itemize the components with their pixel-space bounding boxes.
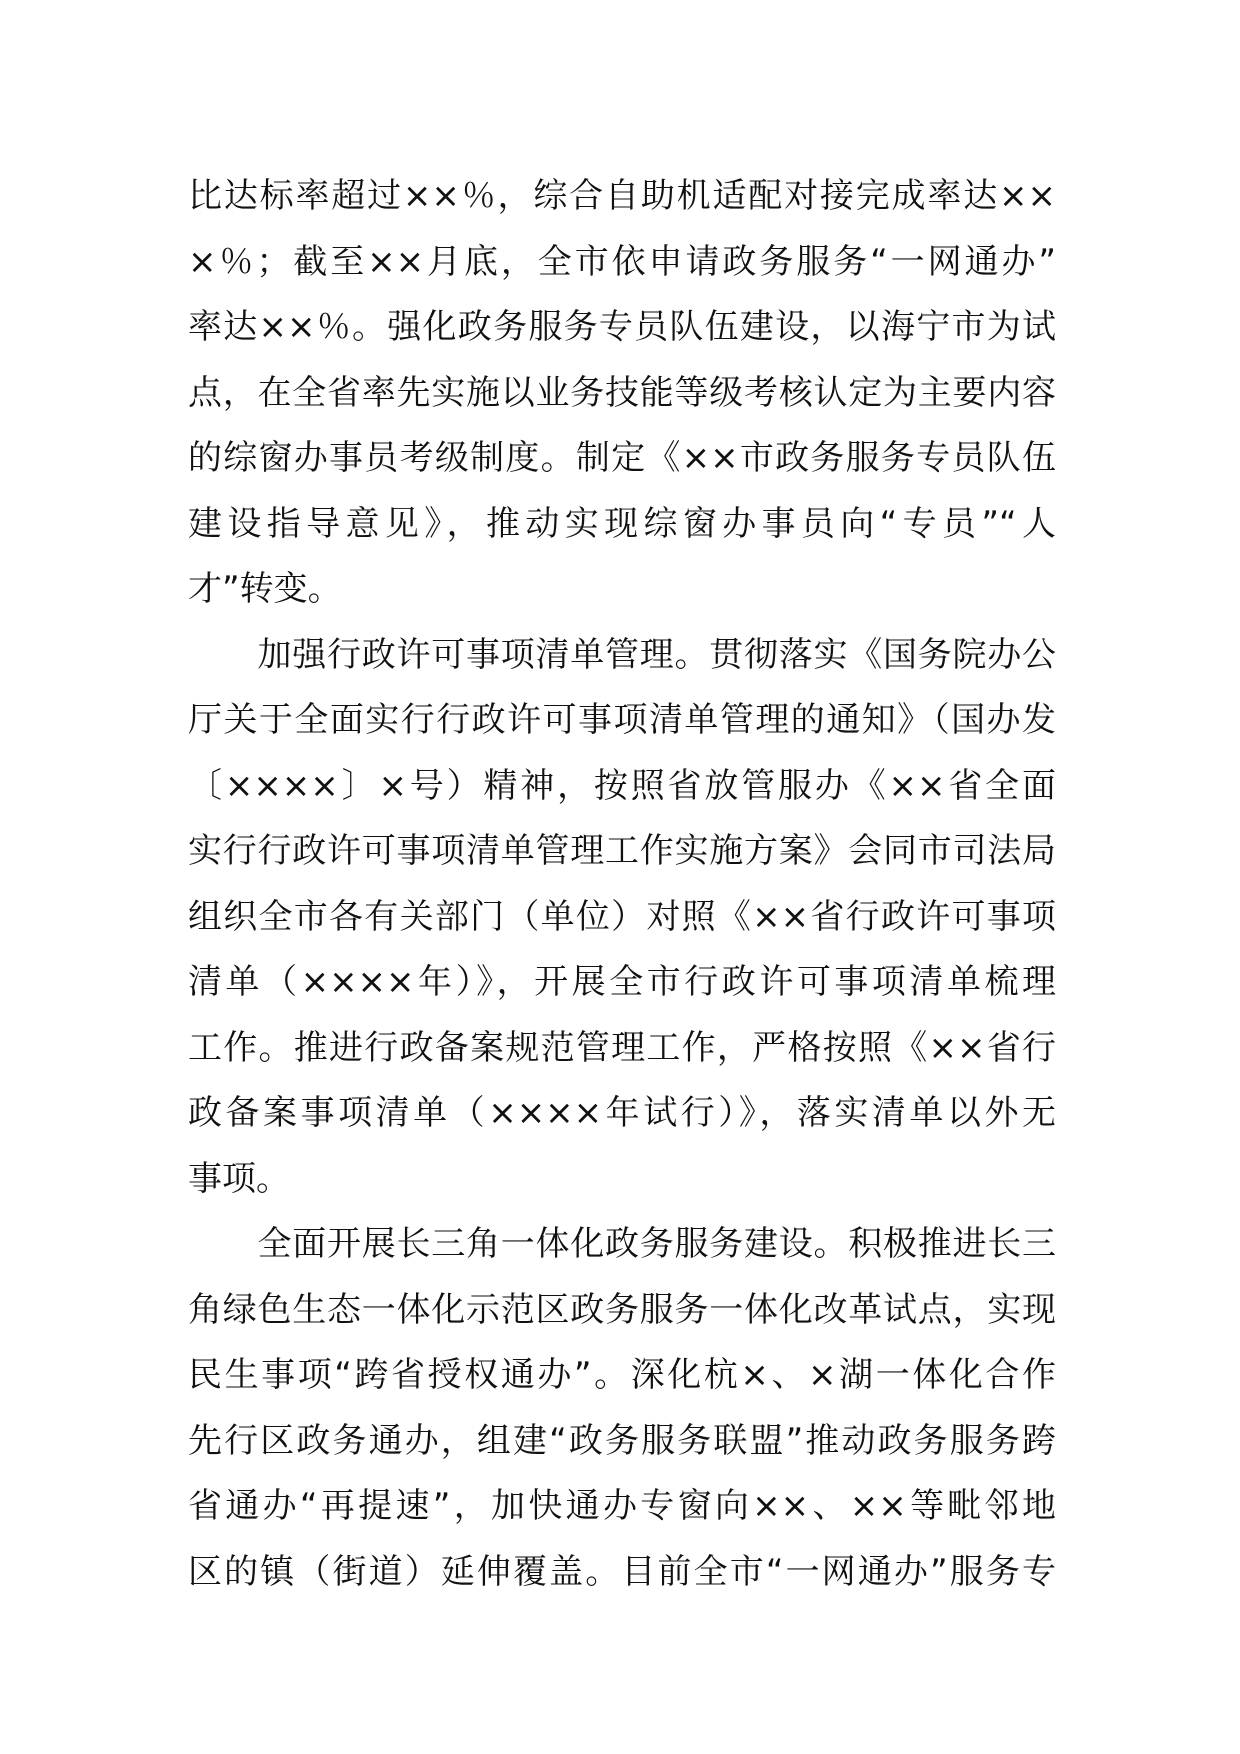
text-line: 先行区政务通办，组建“政务服务联盟”推动政务服务跨 [188, 1420, 1056, 1461]
text-line: 厅关于全面实行行政许可事项清单管理的通知》（国办发 [188, 700, 1056, 740]
text-line: 省通办“再提速”，加快通办专窗向××、××等毗邻地 [188, 1486, 1056, 1526]
text-line: ×％；截至××月底，全市依申请政务服务“一网通办” [188, 241, 1056, 282]
text-line: 清单（××××年）》，开展全市行政许可事项清单梳理 [188, 962, 1056, 1002]
text-line: 建设指导意见》，推动实现综窗办事员向“专员”“人 [188, 503, 1056, 544]
text-line: 率达××％。强化政务服务专员队伍建设，以海宁市为试 [188, 307, 1056, 347]
text-line: 政备案事项清单（××××年试行）》，落实清单以外无 [188, 1093, 1056, 1133]
paragraph-first-line: 加强行政许可事项清单管理。贯彻落实《国务院办公 [188, 634, 1056, 675]
paragraph-first-line: 全面开展长三角一体化政务服务建设。积极推进长三 [188, 1224, 1056, 1264]
text-line: 民生事项“跨省授权通办”。深化杭×、×湖一体化合作 [188, 1355, 1056, 1395]
text-line: 区的镇（街道）延伸覆盖。目前全市“一网通办”服务专 [188, 1551, 1056, 1592]
text-line: 组织全市各有关部门（单位）对照《××省行政许可事项 [188, 896, 1056, 937]
text-line: 的综窗办事员考级制度。制定《××市政务服务专员队伍 [188, 438, 1056, 478]
text-line: 才”转变。 [188, 569, 342, 609]
body-text [188, 164, 1056, 1605]
text-line: 〔××××〕×号）精神，按照省放管服办《××省全面 [188, 765, 1056, 806]
text-line: 实行行政许可事项清单管理工作实施方案》会同市司法局 [188, 831, 1056, 871]
text-line: 比达标率超过××％，综合自助机适配对接完成率达×× [188, 176, 1056, 216]
text-line: 角绿色生态一体化示范区政务服务一体化改革试点，实现 [188, 1289, 1056, 1330]
text-line: 事项。 [188, 1158, 290, 1199]
text-line: 点，在全省率先实施以业务技能等级考核认定为主要内容 [188, 372, 1056, 413]
text-line: 工作。推进行政备案规范管理工作，严格按照《××省行 [188, 1027, 1056, 1068]
